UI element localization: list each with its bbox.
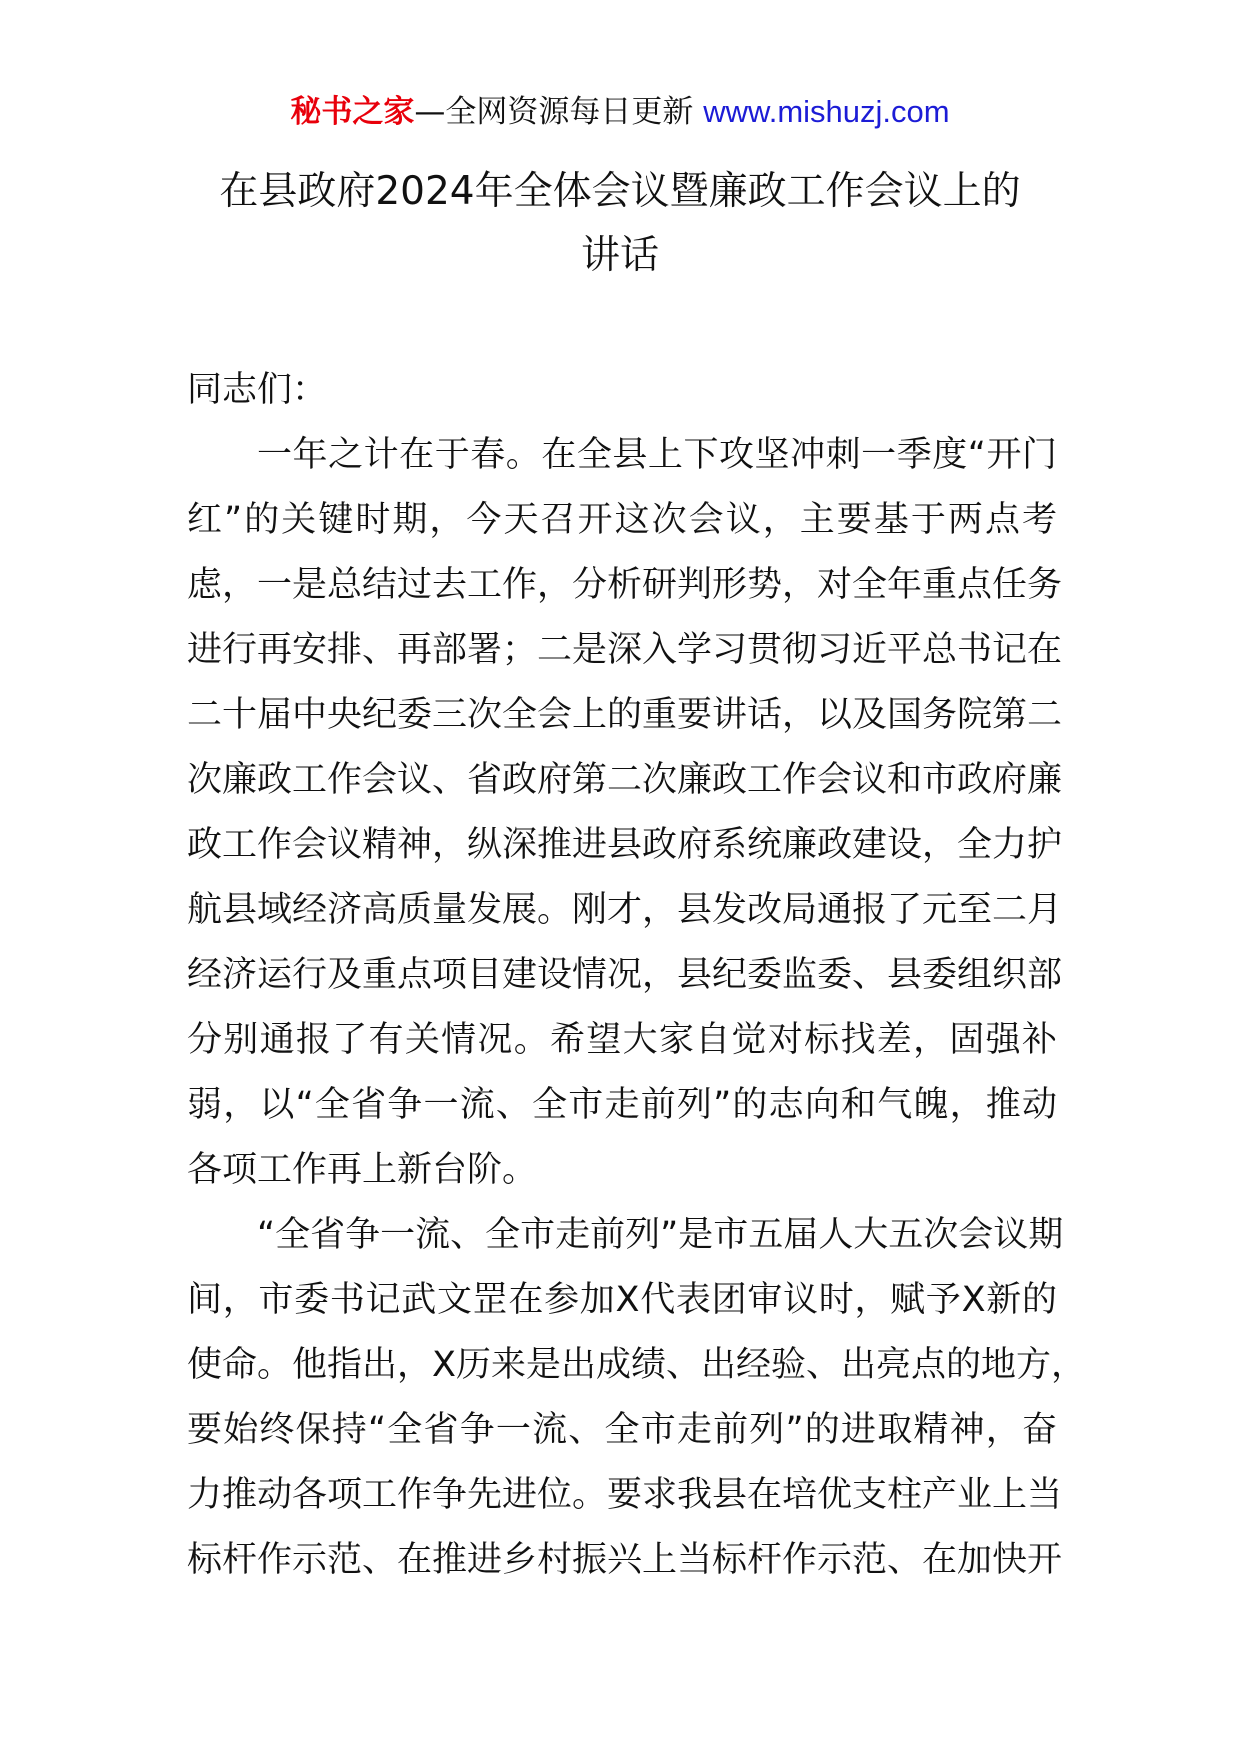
paragraph-line: 一年之计在于春。在全县上下攻坚冲刺一季度“开门: [257, 435, 1057, 475]
paragraph-line: 要始终保持“全省争一流、全市走前列”的进取精神，奋: [187, 1410, 1057, 1450]
paragraph-1: [187, 423, 1063, 1203]
paragraph-line: 次廉政工作会议、省政府第二次廉政工作会议和市政府廉: [187, 760, 1063, 800]
document-body: [187, 358, 1086, 1593]
paragraph-line: 力推动各项工作争先进位。要求我县在培优支柱产业上当: [187, 1475, 1063, 1515]
paragraph-line: 政工作会议精神，纵深推进县政府系统廉政建设，全力护: [187, 825, 1063, 865]
site-brand: 秘书之家: [290, 94, 415, 130]
paragraph-line: 各项工作再上新台阶。: [187, 1150, 538, 1190]
site-tagline: —全网资源每日更新: [414, 94, 694, 130]
paragraph-line: 进行再安排、再部署；二是深入学习贯彻习近平总书记在: [187, 630, 1063, 670]
title-line: 讲话: [580, 233, 659, 278]
paragraph-line: 使命。他指出，X历来是出成绩、出经验、出亮点的地方，: [187, 1345, 1086, 1385]
title-line: 在县政府2024年全体会议暨廉政工作会议上的: [219, 169, 1021, 214]
paragraph-line: “全省争一流、全市走前列”是市五届人大五次会议期: [257, 1215, 1064, 1255]
paragraph-line: 间，市委书记武文罡在参加X代表团审议时，赋予X新的: [187, 1280, 1057, 1320]
paragraph-line: 红”的关键时期，今天召开这次会议，主要基于两点考: [187, 500, 1057, 540]
paragraph-line: 弱，以“全省争一流、全市走前列”的志向和气魄，推动: [187, 1085, 1057, 1125]
salutation: 同志们：: [187, 370, 328, 410]
paragraph-line: 航县域经济高质量发展。刚才，县发改局通报了元至二月: [187, 890, 1063, 930]
paragraph-2: [187, 1203, 1086, 1593]
site-url-link[interactable]: www.mishuzj.com: [703, 94, 950, 129]
paragraph-line: 经济运行及重点项目建设情况，县纪委监委、县委组织部: [187, 955, 1063, 995]
document-title: [150, 160, 1090, 288]
paragraph-line: 标杆作示范、在推进乡村振兴上当标杆作示范、在加快开: [187, 1540, 1063, 1580]
paragraph-line: 分别通报了有关情况。希望大家自觉对标找差，固强补: [187, 1020, 1057, 1060]
site-header: [0, 92, 1240, 132]
paragraph-line: 二十届中央纪委三次全会上的重要讲话，以及国务院第二: [187, 695, 1063, 735]
paragraph-line: 虑，一是总结过去工作，分析研判形势，对全年重点任务: [187, 565, 1063, 605]
